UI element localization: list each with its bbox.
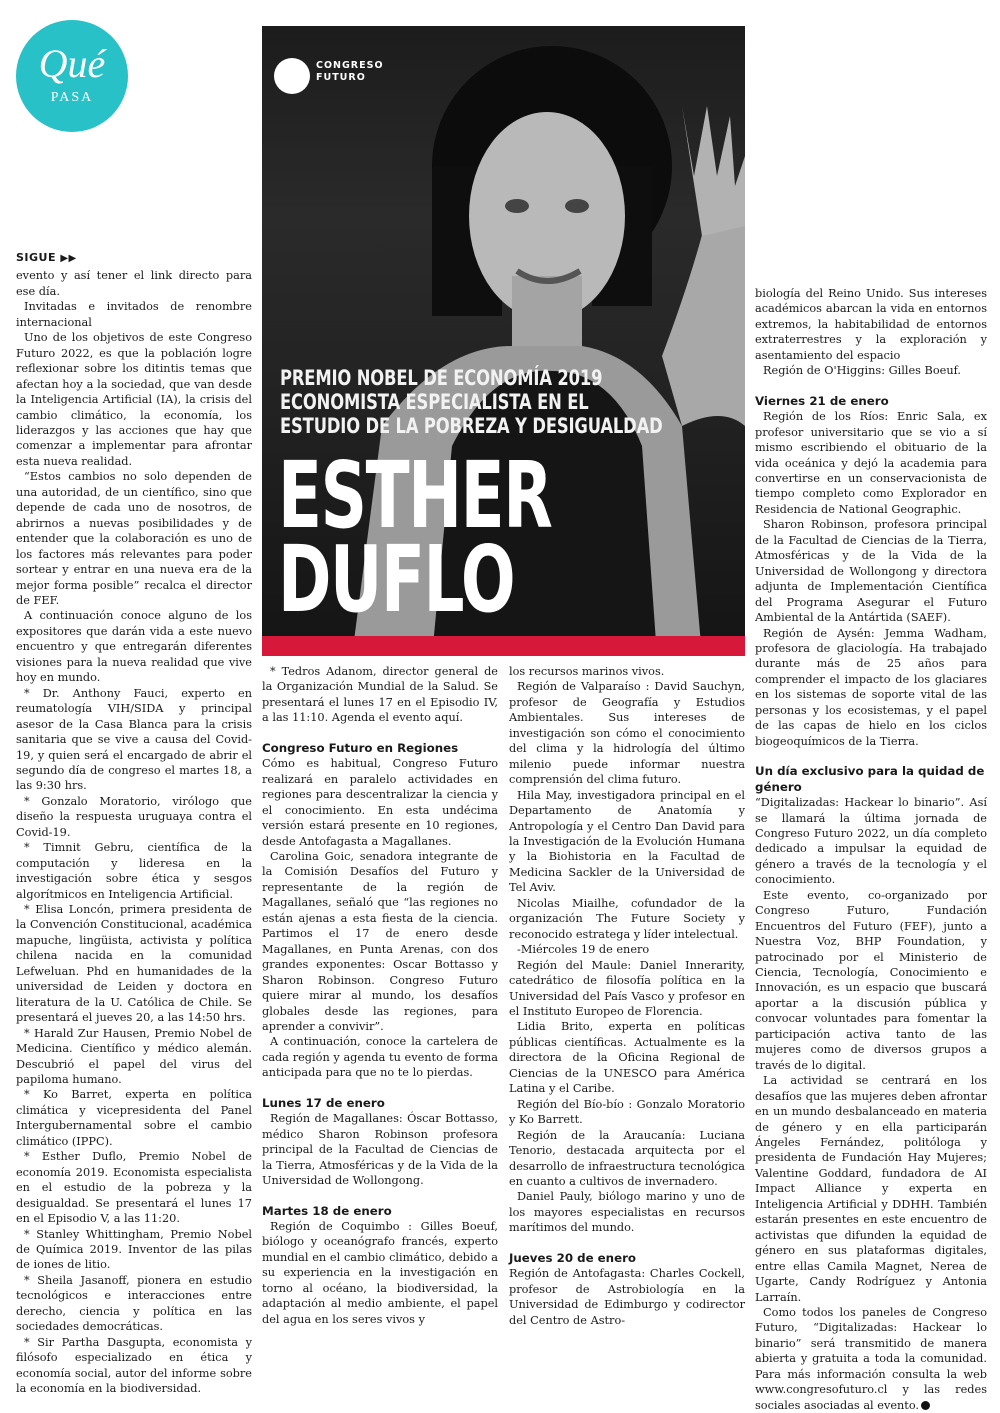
- article-column-2: [262, 664, 498, 1326]
- featured-name: ESTHER DUFLO: [278, 442, 552, 633]
- paragraph: “Digitalizadas: Hackear lo binario”. Así se llamará la última jornada de Congreso Futuro 2022, un día completo dedicado a impulsar la equidad de género a través de la tecnología y el conocimiento.: [755, 796, 987, 887]
- article-column-1: [16, 250, 252, 1396]
- paragraph: evento y así tener el link directo para ese día.: [16, 269, 252, 298]
- photo-subtitle: PREMIO NOBEL DE ECONOMÍA 2019 ECONOMISTA ESPECIALISTA EN EL ESTUDIO DE LA POBREZA Y DESIGUALDAD: [280, 366, 663, 438]
- article-column-4: [755, 286, 987, 1412]
- paragraph: Región de Magallanes: Óscar Bottasso, médico Sharon Robinson profesora principal de la Facultad de Ciencias de la Tierra, Atmosféricas y de la Vida de la Universidad de Wollongong.: [262, 1112, 498, 1188]
- paragraph: Región de Antofagasta: Charles Cockell, profesor de Astrobiología en la Universidad de Edimburgo y codirector del Centro de Astro-: [509, 1267, 745, 1327]
- paragraph: * Dr. Anthony Fauci, experto en reumatología VIH/SIDA y principal asesor de la Casa Blanca para la crisis sanitaria que se vive a causa del Covid-19, y quien será el encargado de abrir el segundo día de congreso el martes 18, a las 9:30 hrs.: [16, 686, 252, 793]
- paragraph: * Gonzalo Moratorio, virólogo que diseño la respuesta uruguaya contra el Covid-19.: [16, 794, 252, 839]
- paragraph: * Stanley Whittingham, Premio Nobel de Química 2019. Inventor de las pilas de iones de litio.: [16, 1227, 252, 1272]
- paragraph: [755, 1305, 987, 1413]
- paragraph: * Elisa Loncón, primera presidenta de la Convención Constitucional, académica mapuche, lingüista, activista y política chilena nacida en la comunidad Lefweluan. Phd en humanidades de la universidad de Leiden y doctora en literatura de la U. Católica de Chile. Se presentará el jueves 20, a las 14:50 hrs.: [16, 903, 252, 1025]
- paragraph: Invitadas e invitados de renombre internacional: [16, 300, 252, 329]
- section-heading: Congreso Futuro en Regiones: [262, 740, 459, 755]
- paragraph: Región de O'Higgins: Gilles Boeuf.: [763, 364, 961, 378]
- closing-paragraph-text: Como todos los paneles de Congreso Futuro, “Digitalizadas: Hackear lo binario” será transmitido de manera abierta y gratuita a toda la comunidad. Para más información consulta la web www.congresofuturo.cl y las redes sociales asociadas al evento.: [755, 1306, 987, 1412]
- logo-que-text: Qué: [38, 41, 106, 86]
- paragraph: * Sir Partha Dasgupta, economista y filósofo especializado en ética y economía social, autor del informe sobre la economía en la biodiversidad.: [16, 1335, 252, 1396]
- paragraph: Región de Aysén: Jemma Wadham, profesora de glaciología. Ha trabajado durante más de 25 años para comprender el impacto de los glaciares en los sistemas de soporte vital de las personas y los ecosistemas, y el papel de las capas de hielo en los ciclos biogeoquímicos de la Tierra.: [755, 626, 987, 748]
- paragraph: Región del Bío-bío : Gonzalo Moratorio y Ko Barrett.: [509, 1097, 745, 1127]
- paragraph: Región de Coquimbo : Gilles Boeuf, biólogo y oceanógrafo francés, experto mundial en el cambio climático, debido a su experiencia en la investigación en torno al océano, la biodiversidad, la adaptación al medio ambiente, el papel del agua en los seres vivos y: [262, 1219, 498, 1326]
- paragraph: los recursos marinos vivos.: [509, 665, 665, 678]
- paragraph: * Ko Barret, experta en política climática y vicepresidenta del Panel Intergubernamental sobre el cambio climático (IPPC).: [16, 1088, 252, 1148]
- end-mark-icon: [921, 1401, 930, 1410]
- paragraph: * Harald Zur Hausen, Premio Nobel de Medicina. Científico y médico alemán. Descubrió el papel del virus del papiloma humano.: [16, 1026, 252, 1087]
- paragraph: * Tedros Adanom, director general de la Organización Mundial de la Salud. Se presentará el lunes 17 en el Episodio IV, a las 11:10. Agenda el evento aquí.: [262, 665, 498, 725]
- paragraph: * Sheila Jasanoff, pionera en estudio tecnológicos e interacciones entre derecho, ciencia y política en las sociedades democráticas.: [16, 1273, 252, 1334]
- paragraph: Daniel Pauly, biólogo marino y uno de los mayores especialistas en recursos marítimos del mundo.: [509, 1190, 745, 1235]
- paragraph: Hila May, investigadora principal en el Departamento de Anatomía y Antropología y el Centro Dan David para la Investigación de la Evolución Humana y la Biohistoria en la Facultad de Medicina Sackler de la Universidad de Tel Aviv.: [509, 788, 745, 895]
- section-heading: Viernes 21 de enero: [755, 393, 889, 408]
- double-arrow-icon: ▶▶: [60, 253, 77, 264]
- logo-pasa-text: PASA: [50, 90, 94, 105]
- feature-photo: [262, 26, 745, 656]
- paragraph: La actividad se centrará en los desafíos que las mujeres deben afrontar en un mundo desbalanceado en materia de género y en ella participarán Ángeles Fernández, politóloga y presidenta de Fundación Hay Mujeres; Valentine Goddard, fundadora de AI Impact Alliance y experta en Inteligencia Artificial y DDHH. También estarán presentes en este encuentro de activistas que difunden la equidad de género en sus plataformas digitales, entre ellas Camila Magnet, Nerea de Ugarte, Candy Rodríguez y Antonia Larraín.: [755, 1074, 987, 1304]
- section-heading: Martes 18 de enero: [262, 1203, 392, 1218]
- paragraph: A continuación conoce alguno de los expositores que darán vida a este nuevo encuentro y que entregarán diferentes visiones para la nueva realidad que vive hoy en mundo.: [16, 609, 252, 685]
- paragraph: “Estos cambios no solo dependen de una autoridad, de un científico, sino que depende de cada uno de nosotros, de abrirnos a nuevas posibilidades y de entender que la colaboración es uno de los factores más relevantes para poder sortear y entrar en una nueva era de la mejor forma posible” recalca el director de FEF.: [16, 470, 252, 607]
- paragraph: * Esther Duflo, Premio Nobel de economía 2019. Economista especialista en el estudio de la pobreza y la desigualdad. Se presentará el lunes 17 en el Episodio V, a las 11:20.: [16, 1150, 252, 1226]
- paragraph: * Timnit Gebru, científica de la computación y lideresa en la investigación sobre ética y sesgos algorítmicos en Inteligencia Artificial.: [16, 841, 252, 901]
- congreso-futuro-logo-icon: [274, 58, 310, 94]
- section-heading: Un día exclusivo para la quidad de género: [755, 764, 985, 794]
- sigue-label: SIGUE ▶▶: [16, 251, 77, 264]
- accent-bar: [262, 636, 745, 656]
- paragraph: Sharon Robinson, profesora principal de la Facultad de Ciencias de la Tierra, Atmosféricas y de la Vida de la Universidad de Wollongong y directora adjunta de Implementación Científica del Programa Asegurar el Futuro Ambiental de la Antártida (SAEF).: [755, 518, 987, 625]
- paragraph: Región de los Ríos: Enric Sala, ex profesor universitario que se vio a sí mismo escribiendo el obituario de la vida oceánica y dejó la academia para convertirse en un conservacionista de tiempo completo como Explorador en Residencia de National Geographic.: [755, 410, 987, 516]
- paragraph: Uno de los objetivos de este Congreso Futuro 2022, es que la población logre reflexionar sobre los ditintis temas que afectan hoy a la sociedad, que van desde la Inteligencia Artificial (IA), la crisis del cambio climático, la economía, los liderazgos y las acciones que hay que comenzar a implementar para afrontar esta nueva realidad.: [16, 331, 252, 468]
- paragraph: biología del Reino Unido. Sus intereses académicos abarcan la vida en entornos extremos, la habitabilidad de entornos extraterrestres y la exploración y asentamiento del espacio: [755, 287, 987, 362]
- section-heading: Jueves 20 de enero: [509, 1250, 637, 1265]
- paragraph: Región del Maule: Daniel Innerarity, catedrático de filosofía política en la Universidad del País Vasco y profesor en el Instituto Europeo de Florencia.: [509, 958, 745, 1018]
- paragraph: Nicolas Miailhe, cofundador de la organización The Future Society y reconocido estratega y líder intelectual.: [509, 896, 745, 941]
- paragraph: Región de la Araucanía: Luciana Tenorio, destacada arquitecta por el desarrollo de infraestructura tecnológica en cuanto a cultivos de invernadero.: [509, 1128, 745, 1188]
- paragraph: -Miércoles 19 de enero: [517, 943, 650, 957]
- paragraph: Carolina Goic, senadora integrante de la Comisión Desafíos del Futuro y representante de la región de Magallanes, señaló que “las regiones no están ajenas a esta fiesta de la ciencia. Partimos el 17 de enero desde Magallanes, en Punta Arenas, con dos grandes exponentes: Oscar Bottasso y Sharon Robinson. Congreso Futuro quiere mirar al mundo, los desafíos globales desde las regiones, para aprender a convivir”.: [262, 849, 498, 1033]
- paragraph: A continuación, conoce la cartelera de cada región y agenda tu evento de forma anticipada para que no te lo pierdas.: [262, 1035, 498, 1080]
- paragraph: Cómo es habitual, Congreso Futuro realizará en paralelo actividades en regiones para descentralizar la ciencia y el conocimiento. En esta undécima versión estará presente en 10 regiones, desde Antofagasta a Magallanes.: [262, 757, 498, 848]
- paragraph: Lidia Brito, experta en políticas públicas científicas. Actualmente es la directora de la Oficina Regional de Ciencias de la UNESCO para América Latina y el Caribe.: [509, 1020, 745, 1096]
- article-column-3: [509, 664, 745, 1327]
- paragraph: Este evento, co-organizado por Congreso Futuro, Fundación Encuentros del Futuro (FEF), junto a Nuestra Voz, BHP Foundation, y patrocinado por el Ministerio de Ciencia, Tecnología, Conocimiento e Innovación, es un espacio que buscará aportar a la discusión pública y convocar voluntades para fomentar la participación activa tanto de las mujeres como de diversos grupos a través de lo digital.: [755, 888, 987, 1072]
- section-heading: Lunes 17 de enero: [262, 1095, 385, 1110]
- paragraph: Región de Valparaíso : David Sauchyn, profesor de Geografía y Estudios Ambientales. Sus intereses de investigación son cómo el conocimiento del clima y la hidrología del último milenio puede informar nuestra comprensión del clima futuro.: [509, 680, 745, 787]
- que-pasa-logo: [16, 20, 128, 132]
- congreso-futuro-logo-text: CONGRESO FUTURO: [316, 60, 384, 83]
